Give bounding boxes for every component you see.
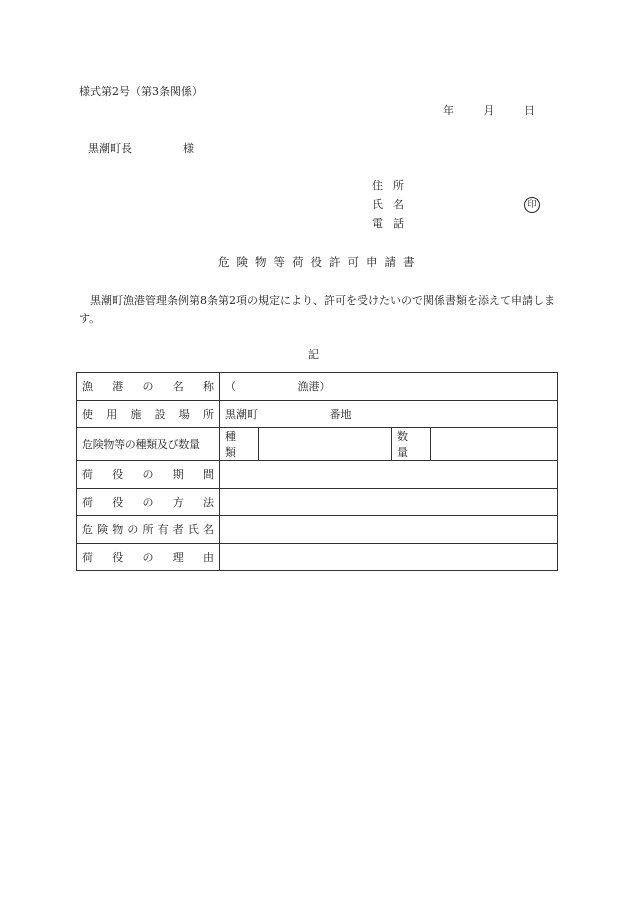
label-char: 名 [172,380,184,394]
row-label: 危険物等の種類及び数量 [77,428,220,461]
month-label: 月 [483,104,495,117]
applicant-phone [372,217,542,233]
label-char: 由 [203,550,214,564]
label-char: 物 [112,523,124,537]
table-row [77,373,558,401]
label-char: 施 [130,407,142,421]
application-table [76,372,558,571]
row-label [77,373,220,401]
label-char: の [142,495,154,509]
label-char: 役 [112,550,124,564]
label-char: 期 [172,468,184,482]
qty-field[interactable] [431,428,558,460]
row-label [77,516,220,544]
label-char: 荷 [82,550,93,564]
port-suffix: 漁港） [297,380,331,394]
label-char: 役 [112,468,124,482]
addressee-honorific: 様 [183,142,194,155]
location-suffix: 番地 [329,407,352,421]
year-label: 年 [443,104,454,117]
ki-heading: 記 [308,348,319,361]
label-char: 場 [178,407,190,421]
table-row [77,400,558,428]
period-field[interactable] [220,461,558,489]
address-label: 住所 [372,179,414,192]
qty-label: 数量 [392,428,431,460]
label-char: 危 [82,523,93,537]
label-char: 称 [203,380,214,394]
body-text: 黒潮町漁港管理条例第8条第2項の規定により、許可を受けたいので関係書類を添えて申請します。 [79,294,555,325]
kind-label: 種類 [220,428,259,460]
facility-location-field[interactable] [220,400,558,428]
row-label [77,400,220,428]
label-char: 荷 [82,468,93,482]
label-chars [82,466,214,482]
method-field[interactable] [220,488,558,516]
label-char: 名 [203,523,214,537]
date-line [443,104,535,118]
row-label [77,543,220,571]
label-char: 方 [172,495,184,509]
label-char: の [127,523,139,537]
label-chars [82,378,214,394]
seal-icon: 印 [524,197,540,213]
label-char: 漁 [82,380,93,394]
label-char: 間 [203,468,214,482]
port-prefix: （ [225,380,236,394]
label-char: の [142,380,154,394]
label-char: 所 [142,523,154,537]
applicant-address [372,179,542,195]
form-number: 様式第2号（第3条関係） [79,85,203,98]
table-row [77,428,558,461]
label-char: 設 [154,407,166,421]
label-chars [82,521,214,537]
owner-field[interactable] [220,516,558,544]
applicant-name [372,198,542,214]
port-name-field[interactable] [220,373,558,401]
label-char: 所 [202,407,214,421]
phone-label: 電話 [372,217,414,230]
row-label [77,488,220,516]
kind-field[interactable] [259,428,392,460]
label-char: 法 [203,495,214,509]
label-char: の [142,550,154,564]
label-chars [82,549,214,565]
reason-field[interactable] [220,543,558,571]
label-char: の [142,468,154,482]
label-char: 氏 [187,523,199,537]
document-title: 危険物等荷役許可申請書 [218,255,422,269]
label-char: 者 [172,523,184,537]
kind-qty-cell [220,428,558,461]
location-prefix: 黒潮町 [225,407,258,421]
row-label [77,461,220,489]
addressee-name: 黒潮町長 [88,142,132,155]
label-char: 港 [112,380,124,394]
label-char: 使 [82,407,93,421]
day-label: 日 [524,104,535,117]
label-char: 理 [172,550,184,564]
label-chars [82,406,214,422]
name-label: 氏名 [372,198,414,211]
label-char: 荷 [82,495,93,509]
table-row [77,516,558,544]
label-char: 用 [106,407,118,421]
label-char: 有 [157,523,169,537]
label-char: 役 [112,495,124,509]
table-row [77,543,558,571]
label-chars [82,494,214,510]
label-char: 険 [97,523,109,537]
table-row [77,488,558,516]
table-row [77,461,558,489]
